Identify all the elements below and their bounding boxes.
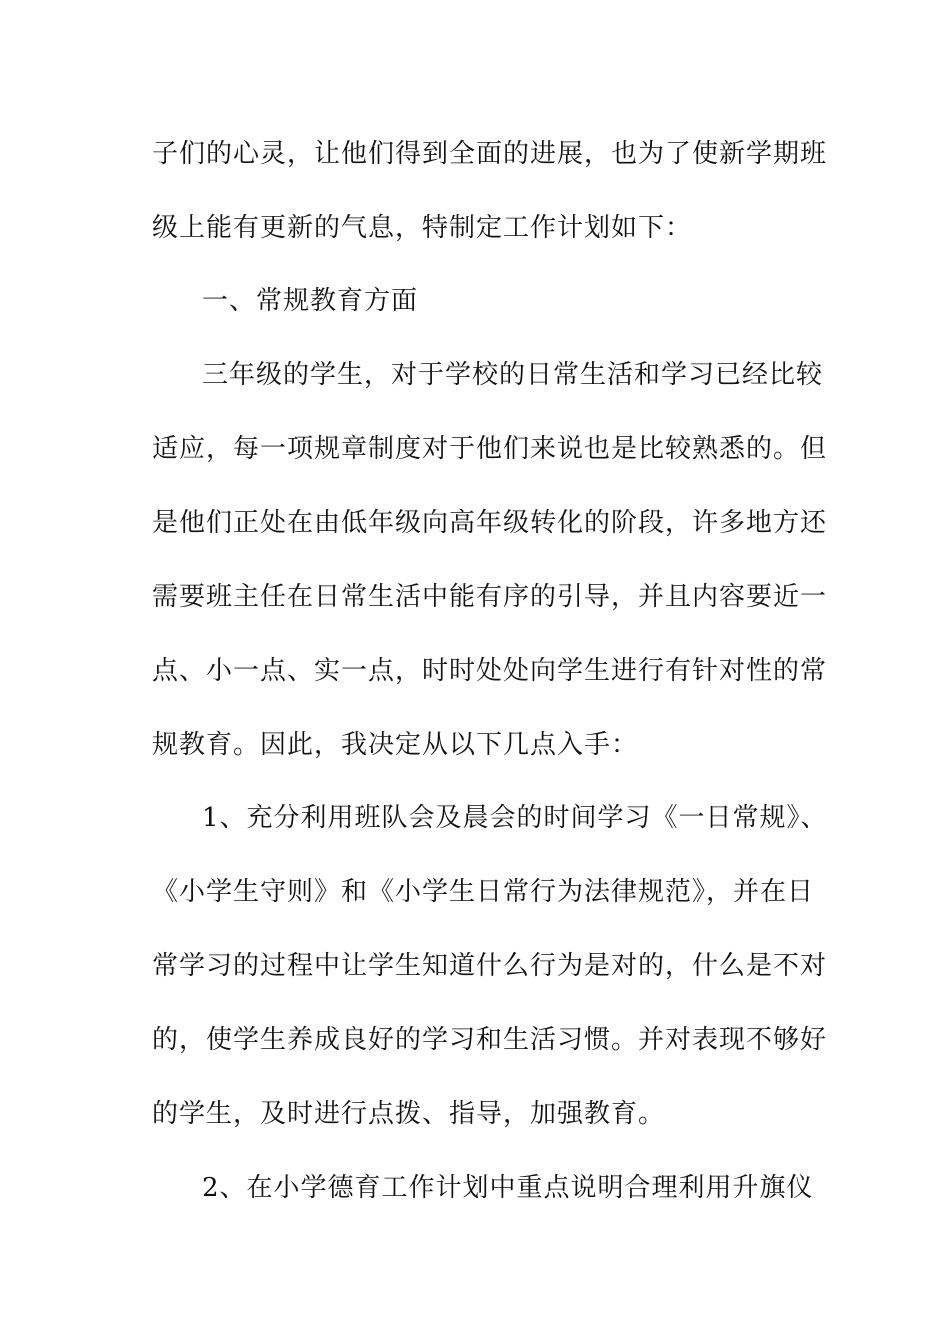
text-line: 适应，每一项规章制度对于他们来说也是比较熟悉的。但 xyxy=(152,434,828,464)
section-heading: 一、常规教育方面 xyxy=(202,286,419,316)
list-item-1: 1、充分利用班队会及晨会的时间学习《一日常规》、 xyxy=(202,803,828,833)
text-line: 的学生，及时进行点拨、指导，加强教育。 xyxy=(152,1099,666,1129)
text-line: 需要班主任在日常生活中能有序的引导，并且内容要近一 xyxy=(152,582,828,612)
text-line: 《小学生守则》和《小学生日常行为法律规范》，并在日 xyxy=(152,877,815,907)
text-line: 三年级的学生，对于学校的日常生活和学习已经比较 xyxy=(202,360,824,390)
text-line: 子们的心灵，让他们得到全面的进展，也为了使新学期班 xyxy=(152,139,828,169)
text-line: 级上能有更新的气息，特制定工作计划如下： xyxy=(152,213,693,243)
text-line: 规教育。因此，我决定从以下几点入手： xyxy=(152,730,639,760)
text-line: 的，使学生养成良好的学习和生活习惯。并对表现不够好 xyxy=(152,1025,828,1055)
text-line: 常学习的过程中让学生知道什么行为是对的，什么是不对 xyxy=(152,951,828,981)
text-line: 是他们正处在由低年级向高年级转化的阶段，许多地方还 xyxy=(152,508,828,538)
list-item-2: 2、在小学德育工作计划中重点说明合理利用升旗仪 xyxy=(202,1173,814,1203)
text-line: 点、小一点、实一点，时时处处向学生进行有针对性的常 xyxy=(152,656,828,686)
